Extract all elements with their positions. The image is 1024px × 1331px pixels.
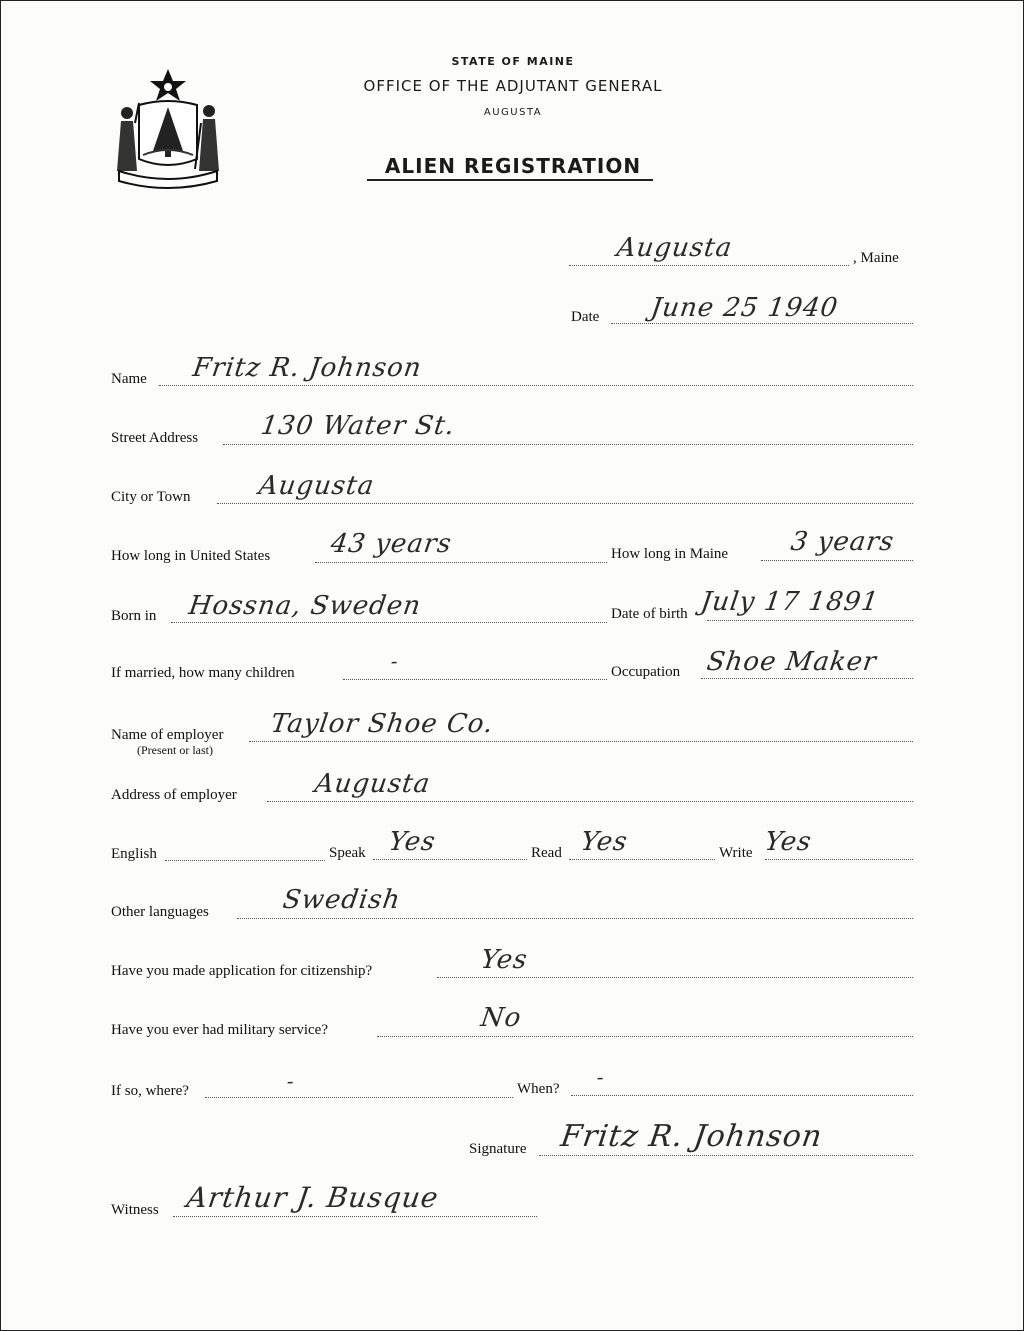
date-value: June 25 1940 xyxy=(648,293,841,323)
children-label: If married, how many children xyxy=(111,665,295,681)
state-heading: STATE OF MAINE xyxy=(451,55,575,68)
signature-label: Signature xyxy=(469,1141,527,1157)
witness-value: Arthur J. Busque xyxy=(184,1181,441,1214)
where-value: - xyxy=(285,1069,297,1093)
dob-label: Date of birth xyxy=(611,606,688,622)
english-label: English xyxy=(111,846,157,862)
occupation-line xyxy=(701,678,913,679)
name-label: Name xyxy=(111,371,147,387)
occupation-value: Shoe Maker xyxy=(704,647,879,677)
born-in-value: Hossna, Sweden xyxy=(186,591,424,621)
citizenship-label: Have you made application for citizenship? xyxy=(111,963,373,979)
employer-address-label: Address of employer xyxy=(111,787,237,803)
when-value: - xyxy=(595,1065,607,1089)
date-label: Date xyxy=(571,309,600,325)
read-label: Read xyxy=(531,845,562,861)
write-line xyxy=(765,859,913,860)
read-line xyxy=(569,859,715,860)
how-long-maine-value: 3 years xyxy=(788,527,897,557)
place-suffix: , Maine xyxy=(853,250,899,266)
citizenship-value: Yes xyxy=(478,945,530,975)
read-value: Yes xyxy=(578,827,630,857)
speak-line xyxy=(373,859,527,860)
place-line xyxy=(569,265,849,266)
when-line xyxy=(571,1095,913,1096)
how-long-us-label: How long in United States xyxy=(111,548,271,564)
employer-line xyxy=(249,741,913,742)
name-value: Fritz R. Johnson xyxy=(190,353,424,383)
where-label: If so, where? xyxy=(111,1083,189,1099)
city-heading: AUGUSTA xyxy=(483,107,543,118)
office-heading: OFFICE OF THE ADJUTANT GENERAL xyxy=(363,77,663,95)
signature-line xyxy=(539,1155,913,1156)
city-line xyxy=(217,503,913,504)
how-long-maine-line xyxy=(761,560,913,561)
children-value: - xyxy=(389,649,401,673)
other-languages-label: Other languages xyxy=(111,904,209,920)
write-value: Yes xyxy=(762,827,814,857)
military-line xyxy=(377,1036,913,1037)
witness-line xyxy=(173,1216,537,1217)
signature-value: Fritz R. Johnson xyxy=(558,1119,825,1154)
children-line xyxy=(343,679,607,680)
speak-label: Speak xyxy=(329,845,366,861)
form-title: ALIEN REGISTRATION xyxy=(384,154,642,178)
employer-address-value: Augusta xyxy=(312,769,433,799)
speak-value: Yes xyxy=(386,827,438,857)
how-long-us-value: 43 years xyxy=(328,529,454,559)
born-in-label: Born in xyxy=(111,608,157,624)
dob-value: July 17 1891 xyxy=(698,587,882,617)
employer-sublabel: (Present or last) xyxy=(137,743,213,757)
citizenship-line xyxy=(437,977,913,978)
other-languages-line xyxy=(237,918,913,919)
date-line xyxy=(611,323,913,324)
when-label: When? xyxy=(517,1081,560,1097)
witness-label: Witness xyxy=(111,1202,159,1218)
where-line xyxy=(205,1097,513,1098)
street-line xyxy=(223,444,913,445)
other-languages-value: Swedish xyxy=(280,885,403,915)
occupation-label: Occupation xyxy=(611,664,681,680)
street-value: 130 Water St. xyxy=(258,411,458,441)
name-line xyxy=(159,385,913,386)
city-value: Augusta xyxy=(256,471,377,501)
military-value: No xyxy=(478,1003,524,1033)
employer-label: Name of employer xyxy=(111,727,224,743)
born-in-line xyxy=(171,622,607,623)
street-label: Street Address xyxy=(111,430,199,446)
place-value: Augusta xyxy=(614,233,735,263)
city-label: City or Town xyxy=(111,489,191,505)
employer-address-line xyxy=(267,801,913,802)
how-long-maine-label: How long in Maine xyxy=(611,546,729,562)
how-long-us-line xyxy=(315,562,607,563)
military-label: Have you ever had military service? xyxy=(111,1022,328,1038)
employer-value: Taylor Shoe Co. xyxy=(268,709,496,739)
title-underline xyxy=(367,179,653,181)
dob-line xyxy=(707,620,913,621)
write-label: Write xyxy=(719,845,753,861)
english-line xyxy=(165,860,325,861)
